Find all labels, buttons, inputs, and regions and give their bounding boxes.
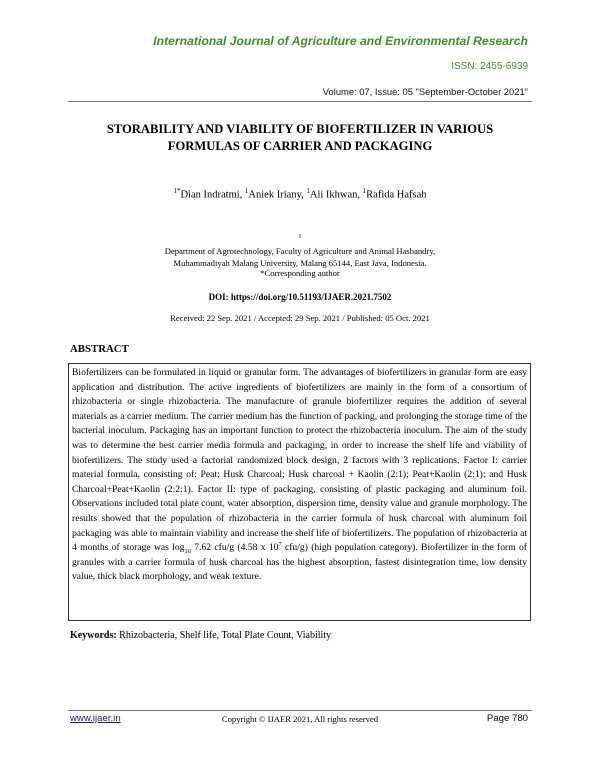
author-name: Ali Ikhwan <box>309 189 358 201</box>
abstract-text-part-3: cfu/g) (high population category). Biofertilizer in the form of granules with a carrier formula of husk charcoal has the highest absorption, fastest disintegration time, low density value, thick black morphology, and weak texture. <box>72 542 527 583</box>
keywords-text: Rhizobacteria, Shelf life, Total Plate Count, Viability <box>116 630 332 641</box>
exponent-superscript: 7 <box>278 540 282 548</box>
doi-link[interactable]: DOI: https://doi.org/10.51193/IJAER.2021.7502 <box>208 292 392 302</box>
keywords <box>70 630 331 641</box>
affiliation-line-1: $^1$ Department of Agrotechnology, Faculty of Agriculture and Animal Hasbandry, <box>164 234 436 256</box>
author-name: Dian Indratmi <box>180 189 240 201</box>
keywords-label: Keywords: <box>70 630 117 641</box>
author-affiliation-mark: 1 <box>306 187 310 195</box>
affiliation <box>60 231 540 269</box>
journal-title: International Journal of Agriculture and Environmental Research <box>153 34 528 48</box>
author-affiliation-mark: 1 <box>362 187 367 195</box>
page-number: Page 780 <box>486 713 528 724</box>
author-affiliation-mark: 1* <box>173 187 181 195</box>
affiliation-line-2: Muhammadiyah Malang University, Malang 65144, East Java, Indonesia. <box>173 257 427 268</box>
corresponding-author-note: *Corresponding author <box>260 268 340 278</box>
paper-title-line-2: FORMULAS OF CARRIER AND PACKAGING <box>167 139 433 153</box>
journal-website-link[interactable]: www.ijaer.in <box>70 713 121 724</box>
volume-issue: Volume: 07, Issue: 05 "September-October 2021" <box>322 86 528 97</box>
issn: ISSN: 2455-6939 <box>451 61 528 72</box>
abstract-box <box>68 363 531 621</box>
header-divider <box>68 101 532 102</box>
log-subscript: 10 <box>184 548 191 556</box>
affiliation-mark: 1 <box>298 234 302 240</box>
author-name: Aniek Iriany <box>248 189 302 201</box>
copyright-notice: Copyright © IJAER 2021, All rights reserved <box>221 714 379 724</box>
footer-divider <box>68 710 532 711</box>
author-list: $^{1*}$Dian Indratmi, $^1$Aniek Iriany, $^1$Ali Ikhwan, $^1$Rafida Hafsah <box>173 187 427 201</box>
author-affiliation-mark: 1 <box>244 187 249 195</box>
abstract-text-part-1: Biofertilizers can be formulated in liquid or granular form. The advantages of biofertilizers in granular form are easy application and distribution. The active ingredients of biofertilizers are mainly in the form of a consortium of rhizobacteria or single rhizobacteria. The manufacture of granule biofertilizer requires the addition of several materials as a carrier medium. The carrier medium has the function of packing, and prolonging the storage time of the bacterial inoculum. Packaging has an important function to protect the rhizobacteria inoculum. The aim of the study was to determine the best carrier media formula and packaging, in order to increase the shelf life and viability of biofertilizers. The study used a factorial randomized block design, 2 factors with 3 replications. Factor I: carrier material formula, consisting of: Peat; Husk Charcoal; Husk charcoal + Kaolin (2:1); Peat+Kaolin (2:1); and Husk Charcoal+Peat+Kaolin (2:2:1). Factor II: type of packaging, consisting of plastic packaging and aluminum foil. Observations included total plate count, water absorption, dispersion time, density value and granule morphology. The results showed that the population of rhizobacteria in the carrier formula of husk charcoal with aluminum foil packaging was able to maintain viability and increase the shelf life of biofertilizers. The population of rhizobacteria at 4 months of storage was log <box>72 367 527 554</box>
paper-title-line-1: STORABILITY AND VIABILITY OF BIOFERTILIZER IN VARIOUS <box>106 122 494 136</box>
author-name: Rafida Hafsah <box>366 189 427 201</box>
abstract-text-part-2: 7.62 cfu/g (4.58 x 10 <box>190 542 279 554</box>
publication-dates: Received: 22 Sep. 2021 / Accepted: 29 Sep. 2021 / Published: 05 Oct. 2021 <box>170 313 430 323</box>
paper-title <box>60 121 540 155</box>
abstract-heading: ABSTRACT <box>70 343 129 355</box>
